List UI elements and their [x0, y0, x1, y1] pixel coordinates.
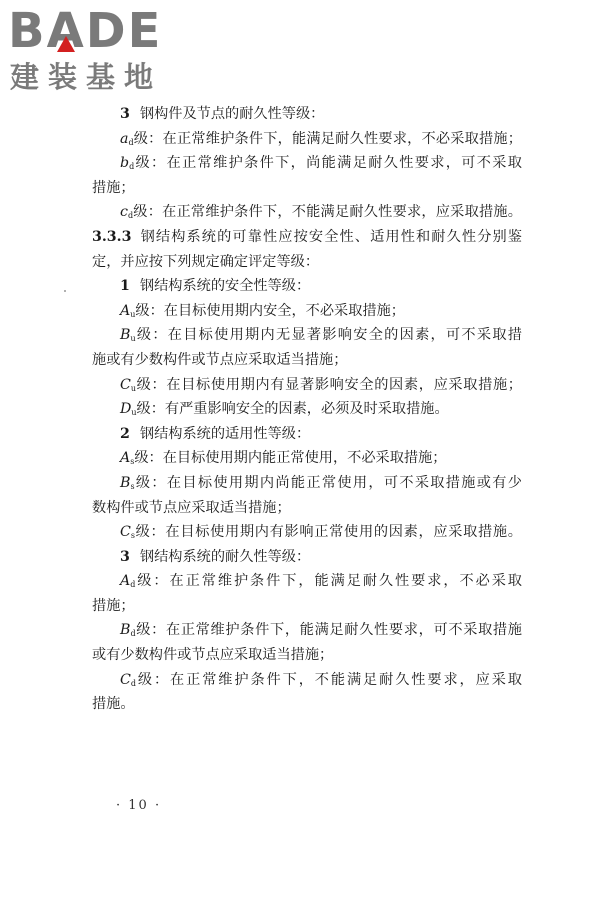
grade-text: 级：在正常维护条件下，能满足耐久性要求，不必采取措施； — [133, 130, 522, 147]
item-text: 钢构件及节点的耐久性等级： — [139, 106, 325, 122]
text-line — [92, 668, 522, 693]
grade-subscript: u — [130, 383, 137, 393]
grade-subscript: d — [130, 580, 136, 590]
item-number: 2 — [120, 425, 130, 442]
page-number: · 10 · — [116, 798, 162, 813]
text-line — [92, 250, 522, 275]
grade-text: 级：在目标使用期内安全，不必采取措施； — [135, 302, 405, 319]
text-line — [92, 496, 522, 521]
grade-text: 级：在目标使用期内尚能正常使用，可不采取措施或有少 — [134, 474, 522, 491]
grade-letter: C — [120, 671, 131, 688]
text-line — [92, 397, 522, 422]
continuation-text: 施或有少数构件或节点应采取适当措施； — [92, 351, 348, 368]
text-line — [92, 299, 522, 324]
text-line — [92, 102, 522, 127]
text-line — [92, 176, 522, 201]
grade-text: 级：在正常维护条件下，尚能满足耐久性要求，可不采取 — [134, 155, 522, 172]
grade-text: 级：在目标使用期内有影响正常使用的因素，应采取措施。 — [134, 524, 522, 541]
grade-letter: C — [120, 376, 131, 393]
grade-letter: c — [120, 204, 128, 221]
grade-letter: B — [120, 327, 131, 344]
grade-letter: A — [120, 573, 131, 590]
grade-letter: D — [120, 401, 132, 418]
continuation-text: 数构件或节点应采取适当措施； — [92, 499, 291, 516]
text-line — [92, 643, 522, 668]
text-line — [92, 594, 522, 619]
grade-letter: B — [120, 622, 131, 639]
grade-letter: b — [120, 155, 130, 172]
grade-letter: a — [120, 130, 129, 147]
continuation-text: 或有少数构件或节点应采取适当措施； — [92, 647, 334, 664]
grade-letter: C — [120, 524, 131, 541]
continuation-text: 措施。 — [92, 696, 135, 713]
clause-number: 3.3.3 — [92, 228, 132, 245]
grade-subscript: d — [130, 678, 136, 688]
text-line — [92, 692, 522, 717]
grade-text: 级：在目标使用期内无显著影响安全的因素，可不采取措 — [135, 327, 522, 344]
text-line — [92, 225, 522, 250]
continuation-text: 措施； — [92, 597, 135, 614]
item-text: 钢结构系统的适用性等级： — [139, 425, 311, 442]
grade-letter: A — [120, 302, 131, 319]
grade-letter: A — [120, 450, 131, 467]
grade-text: 级：在正常维护条件下，能满足耐久性要求，不必采取 — [135, 573, 522, 590]
logo-chinese-text: 建装基地 — [10, 60, 163, 94]
text-line — [92, 618, 522, 643]
text-line — [92, 323, 522, 348]
grade-text: 级：在目标使用期内能正常使用，不必采取措施； — [134, 450, 447, 467]
logo-wordmark: BADE — [8, 3, 163, 59]
text-line — [92, 274, 522, 299]
text-line — [92, 348, 522, 373]
grade-subscript: d — [130, 629, 136, 639]
grade-text: 级：有严重影响安全的因素，必须及时采取措施。 — [136, 401, 449, 418]
grade-text: 级：在正常维护条件下，能满足耐久性要求，可不采取措施 — [135, 622, 522, 639]
text-line — [92, 520, 522, 545]
grade-subscript: u — [130, 309, 136, 319]
item-text: 钢结构系统的耐久性等级： — [139, 548, 311, 565]
item-number: 3 — [120, 106, 130, 122]
continuation-text: 定，并应按下列规定确定评定等级： — [92, 253, 320, 270]
text-line — [92, 373, 522, 398]
item-number: 3 — [120, 548, 130, 565]
grade-subscript: s — [130, 457, 135, 467]
text-line — [92, 471, 522, 496]
item-number: 1 — [120, 278, 130, 295]
grade-subscript: d — [127, 211, 134, 221]
text-line — [92, 200, 522, 225]
grade-subscript: u — [130, 334, 136, 344]
text-line — [92, 151, 522, 176]
text-line — [92, 422, 522, 447]
clause-text: 钢结构系统的可靠性应按安全性、适用性和耐久性分别鉴 — [139, 228, 522, 245]
grade-letter: B — [120, 474, 131, 491]
grade-subscript: u — [131, 408, 137, 418]
grade-text: 级：在正常维护条件下，不能满足耐久性要求，应采取 — [135, 671, 522, 688]
bade-logo — [8, 3, 178, 96]
grade-subscript: s — [130, 481, 135, 491]
text-line — [92, 446, 522, 471]
text-line — [92, 545, 522, 570]
grade-text: 级：在正常维护条件下，不能满足耐久性要求，应采取措施。 — [133, 204, 522, 221]
scan-speck — [64, 290, 66, 292]
grade-subscript: d — [128, 137, 134, 147]
grade-subscript: d — [129, 162, 135, 172]
grade-subscript: s — [130, 531, 135, 541]
grade-text: 级：在目标使用期内有显著影响安全的因素，应采取措施； — [136, 376, 522, 393]
continuation-text: 措施； — [92, 179, 135, 196]
document-body — [92, 102, 522, 717]
item-text: 钢结构系统的安全性等级： — [139, 278, 311, 295]
text-line — [92, 127, 522, 152]
text-line — [92, 569, 522, 594]
